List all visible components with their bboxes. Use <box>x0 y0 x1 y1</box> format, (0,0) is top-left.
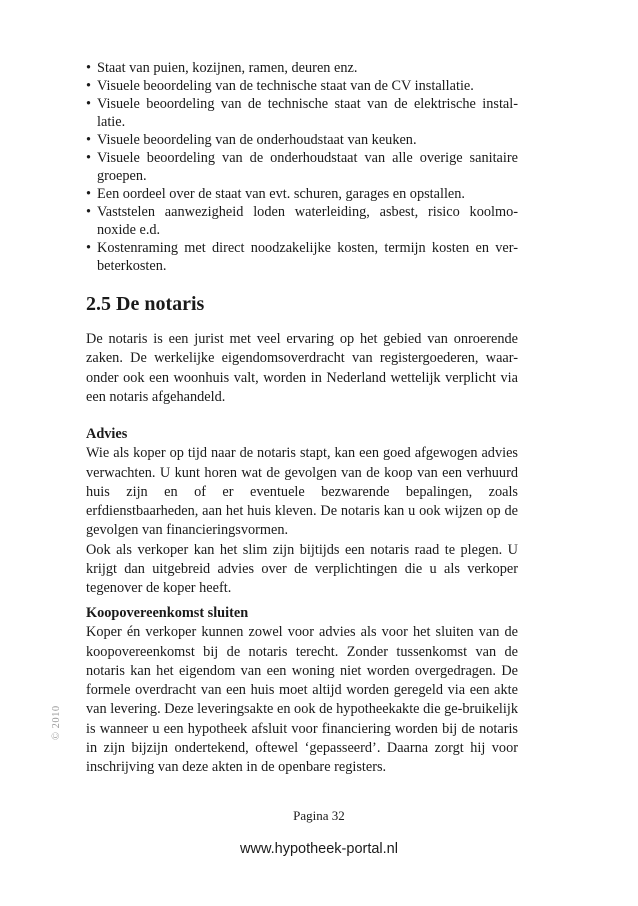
footer-url: www.hypotheek-portal.nl <box>240 841 398 857</box>
bullet-icon: • <box>86 60 92 76</box>
bullet-icon: • <box>86 240 92 256</box>
bullet-icon: • <box>86 186 92 202</box>
list-item: • Visuele beoordeling van de onderhoudstaat van keuken. <box>86 132 417 148</box>
list-item: • Visuele beoordeling van de onderhoudstaat van alle overige sanitaire groepen. <box>86 150 518 184</box>
list-item: • Visuele beoordeling van de technische staat van de elektrische instal-latie. <box>86 96 518 130</box>
koop-heading: Koopovereenkomst sluiten <box>86 605 249 621</box>
list-item: • Staat van puien, kozijnen, ramen, deuren enz. <box>86 60 358 76</box>
list-item: • Een oordeel over de staat van evt. schuren, garages en opstallen. <box>86 186 465 202</box>
koop-paragraph: Koper én verkoper kunnen zowel voor advies als voor het sluiten van de koopovereenkomst bij de notaris terecht. Zonder tussenkomst van de notaris kan het eigendom van een woning niet worden overgedragen. De formele overdracht van een huis moet altijd worden geregeld via een akte van levering. Deze leveringsakte en ook de hypotheekakte die ge-bruikelijk is wanneer u een hypotheek afsluit voor financiering worden bij de notaris in zijn bijzijn ondertekend, oftewel ‘gepasseerd’. Daarna zorgt hij voor inschrijving van deze akten in de openbare registers. <box>86 624 518 776</box>
copyright-notice: © 2010 <box>51 705 62 740</box>
bullet-icon: • <box>86 78 92 94</box>
bullet-icon: • <box>86 132 92 148</box>
bullet-icon: • <box>86 96 92 112</box>
list-item: • Vaststelen aanwezigheid loden waterleiding, asbest, risico koolmo-noxide e.d. <box>86 204 518 238</box>
koop-block <box>86 604 518 778</box>
bullet-icon: • <box>86 204 92 220</box>
advies-paragraph-koper: Wie als koper op tijd naar de notaris stapt, kan een goed afgewogen advies verwachten. U kunt horen wat de gevolgen van de koop van een verhuurd huis zijn en of er eventuele bezwarende bepalingen, zoals erfdienstbaarheden, aan het huis kleven. De notaris kan u ook wijzen op de gevolgen van financieringsvormen. <box>86 445 518 539</box>
advies-block <box>86 425 518 599</box>
bullet-icon: • <box>86 150 92 166</box>
list-item: • Visuele beoordeling van de technische staat van de CV installatie. <box>86 78 474 94</box>
checklist <box>86 59 518 275</box>
advies-heading: Advies <box>86 426 128 442</box>
advies-paragraph-verkoper: Ook als verkoper kan het slim zijn bijtijds een notaris raad te plegen. U krijgt dan uitgebreid advies over de verplichtingen die u als verkoper tegenover de koper heeft. <box>86 541 518 597</box>
intro-paragraph: De notaris is een jurist met veel ervaring op het gebied van onroerende zaken. De werkelijke eigendomsoverdracht van registergoederen, waar-onder ook een woonhuis valt, worden in Nederland wettelijk verplicht via een notaris afgehandeld. <box>86 331 518 405</box>
intro-block <box>86 330 518 407</box>
page-number: Pagina 32 <box>293 808 345 823</box>
list-item: • Kostenraming met direct noodzakelijke kosten, termijn kosten en ver-beterkosten. <box>86 240 518 274</box>
section-title: 2.5 De notaris <box>86 293 205 315</box>
